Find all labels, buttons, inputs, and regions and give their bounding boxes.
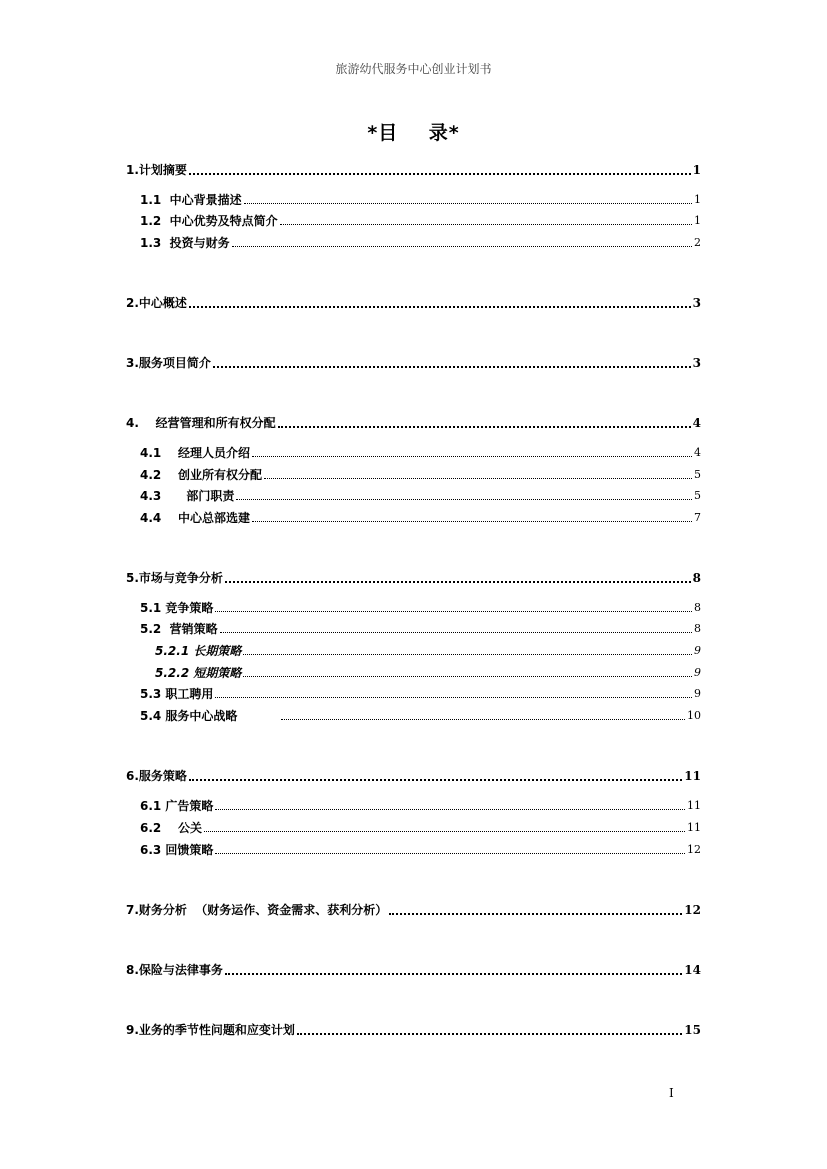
toc-entry[interactable] xyxy=(140,686,701,702)
toc-entry-label: 9.业务的季节性问题和应变计划 xyxy=(126,1023,295,1037)
toc-entry[interactable] xyxy=(140,708,701,724)
toc-entry-page: 4 xyxy=(692,416,701,430)
toc-entry-label: 5.3 职工聘用 xyxy=(140,687,214,701)
toc-entry-page: 9 xyxy=(694,687,701,700)
dot-leader xyxy=(215,853,685,854)
toc-entry-label: 8.保险与法律事务 xyxy=(126,963,223,977)
toc-entry[interactable] xyxy=(126,162,701,178)
toc-entry-page: 4 xyxy=(694,446,701,459)
toc-entry[interactable] xyxy=(140,192,701,208)
dot-leader xyxy=(280,224,692,225)
dot-leader xyxy=(389,913,682,915)
dot-leader xyxy=(252,456,692,457)
dot-leader xyxy=(204,831,685,832)
toc-entry[interactable] xyxy=(140,467,701,483)
toc-entry-page: 10 xyxy=(687,709,701,722)
toc-entry-label: 2.中心概述 xyxy=(126,296,187,310)
toc-entry-label: 5.2.2 短期策略 xyxy=(155,666,242,680)
dot-leader xyxy=(243,676,692,677)
toc-entry[interactable] xyxy=(140,842,701,858)
toc-entry-label: 1.3 投资与财务 xyxy=(140,236,230,250)
dot-leader xyxy=(243,654,692,655)
toc-entry-page: 1 xyxy=(692,163,701,177)
toc-entry-page: 1 xyxy=(694,193,701,206)
toc-entry-page: 7 xyxy=(694,511,701,524)
toc-entry-page: 12 xyxy=(684,903,701,917)
dot-leader xyxy=(264,478,692,479)
toc-entry[interactable] xyxy=(140,798,701,814)
toc-entry[interactable] xyxy=(126,768,701,784)
toc-entry[interactable] xyxy=(126,902,701,918)
toc-entry-label: 6.3 回馈策略 xyxy=(140,843,214,857)
dot-leader xyxy=(189,173,691,175)
toc-entry-label: 7.财务分析 （财务运作、资金需求、获利分析） xyxy=(126,903,388,917)
toc-entry-page: 8 xyxy=(694,601,701,614)
toc-entry-page: 12 xyxy=(687,843,701,856)
toc-entry-page: 3 xyxy=(692,356,701,370)
toc-entry-label: 3.服务项目简介 xyxy=(126,356,211,370)
toc-entry-label: 1.1 中心背景描述 xyxy=(140,193,242,207)
toc-entry-page: 5 xyxy=(694,489,701,502)
toc-entry[interactable] xyxy=(140,235,701,251)
toc-entry-label: 4.2 创业所有权分配 xyxy=(140,468,262,482)
dot-leader xyxy=(215,697,692,698)
toc-entry[interactable] xyxy=(140,621,701,637)
toc-entry-label: 4.1 经理人员介绍 xyxy=(140,446,250,460)
toc-entry-page: 2 xyxy=(694,236,701,249)
toc-entry-label: 1.计划摘要 xyxy=(126,163,187,177)
dot-leader xyxy=(189,306,691,308)
toc-entry-label: 4.4 中心总部选建 xyxy=(140,511,250,525)
dot-leader xyxy=(215,611,692,612)
dot-leader xyxy=(297,1033,682,1035)
toc-entry-page: 9 xyxy=(694,666,701,679)
toc-entry-page: 15 xyxy=(684,1023,701,1037)
toc-entry-label: 4. 经营管理和所有权分配 xyxy=(126,416,276,430)
toc-entry[interactable] xyxy=(140,820,701,836)
toc-entry[interactable] xyxy=(140,510,701,526)
toc-entry-page: 11 xyxy=(687,799,701,812)
toc-entry[interactable] xyxy=(140,600,701,616)
toc-entry-label: 4.3 部门职责 xyxy=(140,489,235,503)
toc-entry-page: 14 xyxy=(684,963,701,977)
toc-entry[interactable] xyxy=(126,1022,701,1038)
dot-leader xyxy=(244,203,692,204)
toc-entry-label: 6.1 广告策略 xyxy=(140,799,214,813)
dot-leader xyxy=(225,581,691,583)
dot-leader xyxy=(220,632,692,633)
toc-entry-page: 8 xyxy=(694,622,701,635)
toc-entry-page: 5 xyxy=(694,468,701,481)
dot-leader xyxy=(281,719,685,720)
dot-leader xyxy=(189,779,682,781)
toc-entry-page: 8 xyxy=(692,571,701,585)
toc-entry-page: 3 xyxy=(692,296,701,310)
toc-entry[interactable] xyxy=(126,295,701,311)
toc-entry-label: 6.服务策略 xyxy=(126,769,187,783)
dot-leader xyxy=(278,426,691,428)
toc-entry[interactable] xyxy=(126,570,701,586)
toc-entry[interactable] xyxy=(140,445,701,461)
dot-leader xyxy=(232,246,692,247)
toc-entry[interactable] xyxy=(126,415,701,431)
page-number: I xyxy=(669,1086,674,1100)
toc-entry-label: 5.2 营销策略 xyxy=(140,622,218,636)
toc-entry[interactable] xyxy=(155,665,701,681)
toc-entry-label: 5.1 竞争策略 xyxy=(140,601,214,615)
toc-entry-label: 6.2 公关 xyxy=(140,821,202,835)
dot-leader xyxy=(213,366,691,368)
toc-entry-label: 5.市场与竞争分析 xyxy=(126,571,223,585)
toc-entry[interactable] xyxy=(126,962,701,978)
toc-entry-label: 5.4 服务中心战略 xyxy=(140,709,280,723)
running-header: 旅游幼代服务中心创业计划书 xyxy=(335,62,492,76)
toc-title: *目 录* xyxy=(367,122,460,144)
toc-entry-label: 1.2 中心优势及特点简介 xyxy=(140,214,278,228)
toc-entry-page: 1 xyxy=(694,214,701,227)
toc-entry[interactable] xyxy=(140,213,701,229)
toc-entry-page: 11 xyxy=(687,821,701,834)
toc-entry[interactable] xyxy=(140,488,701,504)
toc-entry-page: 11 xyxy=(684,769,701,783)
dot-leader xyxy=(225,973,682,975)
toc-entry[interactable] xyxy=(126,355,701,371)
toc-entry-label: 5.2.1 长期策略 xyxy=(155,644,242,658)
toc-entry-page: 9 xyxy=(694,644,701,657)
dot-leader xyxy=(252,521,692,522)
dot-leader xyxy=(215,809,685,810)
toc-entry[interactable] xyxy=(155,643,701,659)
dot-leader xyxy=(236,499,692,500)
